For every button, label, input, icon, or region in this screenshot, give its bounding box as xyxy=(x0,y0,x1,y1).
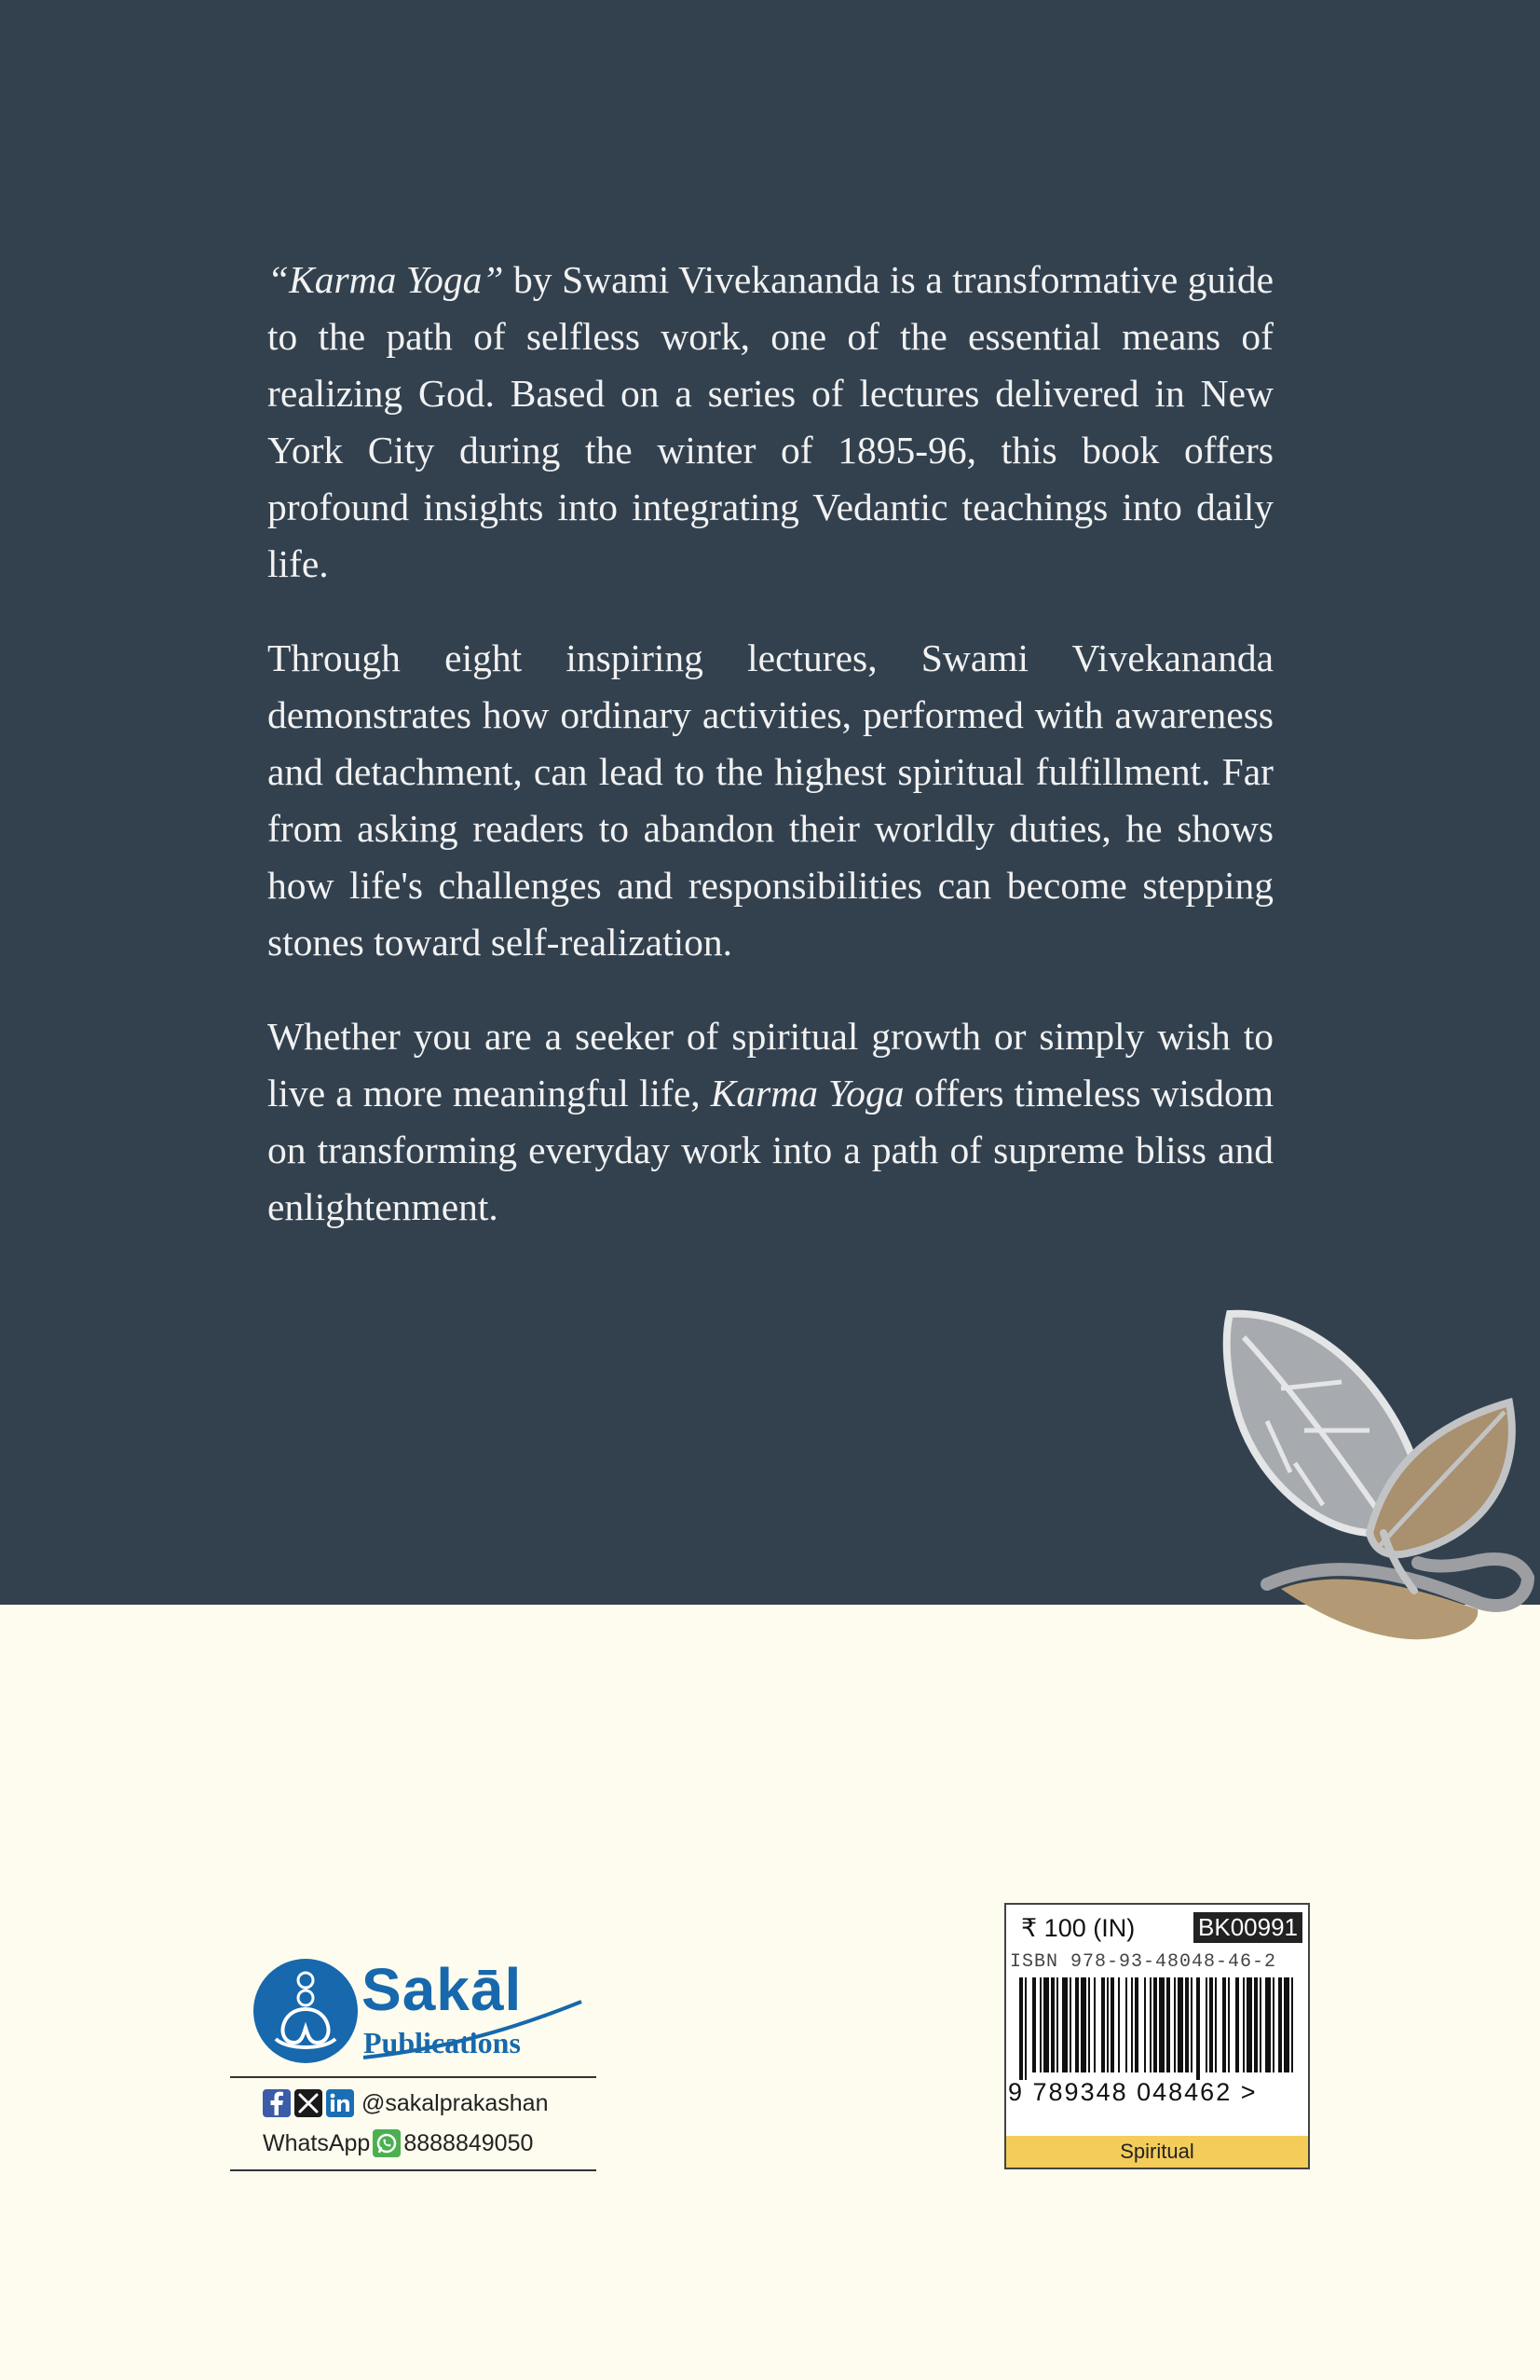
blurb-paragraph-1-text: by Swami Vivekananda is a transformative guide to the path of selfless work, one of the essential means of realizing God. Based on a series of lectures delivered in New York City during the winter of 1895-96, this book offers profound insights into integrating Vedantic teachings into daily life. xyxy=(267,258,1274,585)
whatsapp-label: WhatsApp xyxy=(263,2129,371,2156)
barcode-bar xyxy=(1118,1977,1120,2072)
blurb-paragraph-3 xyxy=(267,1008,1274,1236)
barcode-bar xyxy=(1081,1977,1086,2072)
barcode-bar xyxy=(1228,1977,1230,2072)
leaf-hand-icon xyxy=(1202,1281,1540,1649)
barcode-bar xyxy=(1284,1977,1289,2072)
barcode-bar xyxy=(1291,1977,1293,2072)
genre-band: Spiritual xyxy=(1006,2136,1308,2168)
barcode-bar xyxy=(1125,1977,1127,2072)
whatsapp-icon[interactable] xyxy=(373,2129,401,2157)
social-row xyxy=(263,2087,549,2119)
back-cover-blurb xyxy=(267,252,1274,1273)
publisher-subtitle: Publications xyxy=(363,2026,521,2059)
facebook-icon[interactable] xyxy=(263,2089,291,2117)
barcode-bar xyxy=(1075,1977,1079,2072)
barcode-bar xyxy=(1222,1977,1226,2072)
barcode-bar xyxy=(1247,1977,1252,2072)
barcode-bar xyxy=(1032,1977,1036,2072)
book-title-quoted: “Karma Yoga” xyxy=(267,258,504,301)
barcode-bar xyxy=(1159,1977,1165,2072)
barcode-bar xyxy=(1101,1977,1105,2072)
barcode-bar xyxy=(1254,1977,1258,2072)
barcode-bar xyxy=(1273,1977,1274,2072)
social-handle[interactable]: @sakalprakashan xyxy=(361,2089,549,2116)
barcode-bar xyxy=(1135,1977,1138,2072)
publisher-name: Sakāl xyxy=(361,1956,523,2023)
barcode-bar xyxy=(1206,1977,1207,2072)
barcode-bar xyxy=(1196,1977,1200,2080)
barcode-bar xyxy=(1209,1977,1213,2072)
barcode-bar xyxy=(1278,1977,1282,2072)
barcode-bar xyxy=(1111,1977,1114,2072)
barcode-bar xyxy=(1094,1977,1096,2072)
barcode-bar xyxy=(1051,1977,1055,2072)
isbn-text: ISBN 978-93-48048-46-2 xyxy=(1010,1951,1277,1973)
barcode-bar xyxy=(1062,1977,1068,2072)
barcode-bar xyxy=(1153,1977,1157,2072)
blurb-paragraph-3-end: offers timeless wisdom on transforming everyday work into a path of supreme bliss and enlightenment. xyxy=(267,1072,1274,1228)
blurb-paragraph-3-start: Whether you are a seeker of spiritual growth or simply wish to live a more meaningful life, xyxy=(267,1015,1274,1115)
whatsapp-number[interactable]: 8888849050 xyxy=(403,2129,534,2156)
barcode-digits: 9 789348 048462 > xyxy=(1008,2078,1258,2106)
barcode-bar xyxy=(1070,1977,1071,2072)
barcode-bar xyxy=(1025,1977,1027,2080)
barcode-bar xyxy=(1040,1977,1042,2072)
barcode-bar xyxy=(1019,1977,1023,2080)
divider-top xyxy=(230,2076,596,2078)
barcode-bar xyxy=(1215,1977,1217,2072)
barcode-bar xyxy=(1088,1977,1090,2072)
barcode-bar xyxy=(1043,1977,1049,2072)
price-label: ₹ 100 (IN) xyxy=(1021,1914,1136,1942)
barcode-bar xyxy=(1243,1977,1245,2072)
barcode-bar xyxy=(1191,1977,1192,2072)
book-title-inline: Karma Yoga xyxy=(710,1072,905,1115)
barcode-bar xyxy=(1166,1977,1170,2072)
barcode-bar xyxy=(1265,1977,1271,2072)
barcode-bar xyxy=(1056,1977,1058,2072)
barcode-bar xyxy=(1178,1977,1183,2072)
barcode-bar xyxy=(1235,1977,1239,2072)
x-icon[interactable] xyxy=(294,2089,322,2117)
barcode-bars xyxy=(1019,1977,1299,2080)
divider-bottom xyxy=(230,2169,596,2171)
whatsapp-row xyxy=(263,2127,533,2159)
barcode-bar xyxy=(1131,1977,1133,2072)
barcode-bar xyxy=(1185,1977,1189,2072)
barcode-bar xyxy=(1174,1977,1176,2072)
barcode-bar xyxy=(1107,1977,1109,2072)
blurb-paragraph-2: Through eight inspiring lectures, Swami Vivekananda demonstrates how ordinary activities, performed with awareness and detachment, can lead to the highest spiritual fulfillment. Far from asking readers to abandon their worldly duties, he shows how life's challenges and responsibilities can become stepping stones toward self-realization. xyxy=(267,636,1274,964)
linkedin-icon[interactable] xyxy=(326,2089,354,2117)
barcode-bar xyxy=(1260,1977,1261,2072)
barcode-bar xyxy=(1150,1977,1152,2072)
barcode-bar xyxy=(1144,1977,1146,2072)
blurb-paragraph-1 xyxy=(267,252,1274,593)
barcode-box xyxy=(1004,1903,1310,2169)
book-code: BK00991 xyxy=(1193,1912,1302,1943)
